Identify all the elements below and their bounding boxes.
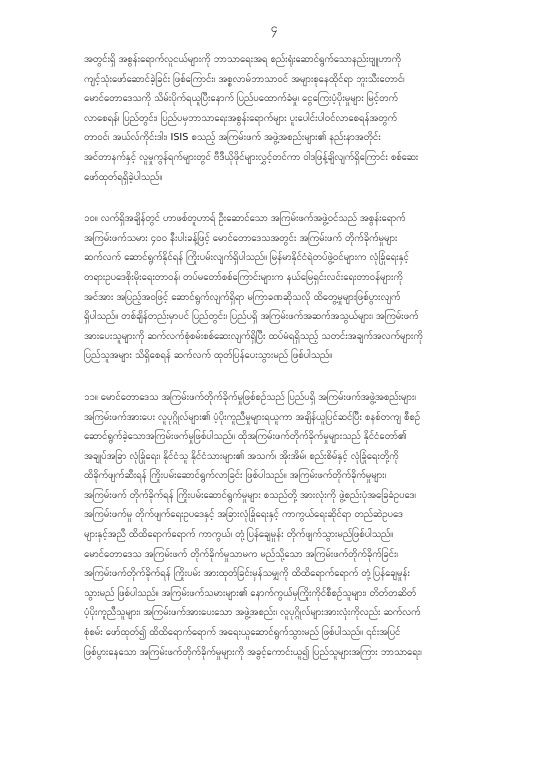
- paragraph-continuation: [84, 50, 478, 187]
- text-line: ပြည်သူအများ သိရှိစေရန် ဆက်လက် ထုတ်ပြန်ပေးသွားမည် ဖြစ်ပါသည်။: [84, 350, 333, 362]
- text-line: လာစေရန်၊ ပြည်တွင်း၊ ပြည်ပမှဘာသာရေးအစွန်းရောက်များ ပူးပေါင်းပါဝင်လာစေရန်အတွက်: [84, 112, 397, 124]
- text-line: ဆောင်ရွက်ခဲ့သောအကြမ်းဖက်မှုဖြစ်ပါသည်။ ထိုအကြမ်းဖက်တိုက်ခိုက်မှုများသည် နိုင်ငံတော်၏: [84, 431, 407, 443]
- text-line: ကျင့်သုံးဖော်ဆောင်ခဲ့ခြင်း ဖြစ်ကြောင်း၊ အစ္စလာမ်ဘာသာဝင် အများစုနေထိုင်ရာ ဘူးသီးတောင်၊: [84, 73, 405, 85]
- paragraph-11: [84, 388, 478, 662]
- text-line: သွားမည် ဖြစ်ပါသည်။ အကြမ်းဖက်သမားများ၏ နောက်ကွယ်မှကြိုးကိုင်စီစဉ်သူများ၊ တိတ်တဆိတ်: [84, 587, 417, 599]
- text-line: ပံ့ပိုးကူညီသူများ၊ အကြမ်းဖက်အားပေးသော အဖွဲ့အစည်း၊ လူပုဂ္ဂိုလ်များအားလုံးကိုလည်း ဆက်လက်: [84, 607, 421, 619]
- text-line: အင်အား အပြည့်အဝဖြင့် ဆောင်ရွက်လျက်ရှိရာ မကြာခဏဆိုသလို ထိတွေ့မှုများဖြစ်ပွားလျက်: [84, 291, 401, 303]
- text-line: အင်တာနက်နှင့် လူမှုကွန်ရက်များတွင် ဗီဒီယိုဖိုင်များလွှင့်တင်ကာ ဝါဒဖြန့်ချိလျက်ရှိကြောင်း စစ်ဆေး: [84, 151, 419, 163]
- text-line: ထိခိုက်ဖျက်ဆီးရန် ကြိုးပမ်းဆောင်ရွက်လာခြင်း ဖြစ်ပါသည်။ အကြမ်းဖက်တိုက်ခိုက်မှုများ၊: [84, 470, 387, 482]
- text-line: အကြမ်းဖက်အားပေး လူပုဂ္ဂိုလ်များ၏ ပံ့ပိုးကူညီမှုများရယူကာ အချိန်ယူပြင်ဆင်ပြီး စနစ်တကျ စီစဉ်: [84, 411, 421, 423]
- text-line: များနှင့်အညီ ထိထိရောက်ရောက် ကာကွယ်၊ တုံ့ပြန်ချေမှုန်း တိုက်ဖျက်သွားမည်ဖြစ်ပါသည်။: [84, 529, 394, 541]
- body-text: [84, 50, 478, 684]
- text-line: ရှိပါသည်။ တစ်ချိန်တည်းမှာပင် ပြည်တွင်း၊ ပြည်ပရှိ အကြမ်းဖက်အဆက်အသွယ်များ၊ အကြမ်းဖက်: [84, 311, 419, 323]
- paragraph-10: [84, 209, 478, 366]
- text-line: ဖြစ်ပွားနေသော အကြမ်းဖက်တိုက်ခိုက်မှုများကို အခွင့်ကောင်းယူ၍ ပြည်သူများအကြား ဘာသာရေး၊: [84, 646, 422, 658]
- text-line: ဆက်လက် ဆောင်ရွက်နိုင်ရန် ကြိုးပမ်းလျက်ရှိပါသည်။ မြန်မာနိုင်ငံရဲတပ်ဖွဲ့ဝင်များက လုံခြုံရေးနှင့်: [84, 252, 409, 264]
- text-line: ၁၀။ လက်ရှိအချိန်တွင် ဟာဖစ်တူဟာရ် ဦးဆောင်သော အကြမ်းဖက်အဖွဲ့ဝင်သည် အစွန်းရောက်: [84, 213, 406, 225]
- text-line: အကြမ်းဖက်မှု တိုက်ဖျက်ရေးဥပဒေနှင့် အခြားလုံခြုံရေးနှင့် ကာကွယ်ရေးဆိုင်ရာ တည်ဆဲဥပဒေ: [84, 509, 403, 521]
- text-line: အားပေးသူများကို ဆက်လက်စုံစမ်းစစ်ဆေးလျက်ရှိပြီး ထပ်မံရရှိသည့် သတင်းအချက်အလက်များကို: [84, 330, 423, 342]
- text-line: မောင်တောဒေသ အကြမ်းဖက် တိုက်ခိုက်မှုသာမက မည်သို့သော အကြမ်းဖက်တိုက်ခိုက်ခြင်း၊: [84, 548, 398, 560]
- text-line: အချုပ်အခြာ လုံခြုံရေး၊ နိုင်ငံသူ နိုင်ငံသားများ၏ အသက်၊ အိုးအိမ်၊ စည်းစိမ်နှင့် လုံခြုံရေးတို့ကို: [84, 450, 399, 462]
- text-line: အကြမ်းဖက်တိုက်ခိုက်ရန် ကြိုးပမ်း အားထုတ်ခြင်းမှန်သမျှကို ထိထိရောက်ရောက် တုံ့ပြန်ချေမှုန်း: [84, 568, 410, 580]
- text-line: အကြမ်းဖက် တိုက်ခိုက်ရန် ကြိုးပမ်းဆောင်ရွက်မှုများ စသည်တို့ အားလုံးကို ဖွဲ့စည်းပုံအခြေခံဥပဒေ၊: [84, 489, 416, 501]
- text-line: တာဝင်၊ အယ်လ်ကိုင်းဒါး၊ ISIS စသည့် အကြမ်းဖက် အဖွဲ့အစည်းများ၏ နည်းနာအတိုင်း: [84, 132, 381, 144]
- text-line: အတွင်းရှိ အစွန်းရောက်လူငယ်များကို ဘာသာရေးအရ စည်းရုံးဆောင်ရွက်သောနည်းဗျူဟာကို: [84, 54, 402, 65]
- text-line: စုံစမ်း ဖော်ထုတ်၍ ထိထိရောက်ရောက် အရေးယူဆောင်ရွက်သွားမည် ဖြစ်ပါသည်။ ၎င်းအပြင်: [84, 627, 401, 639]
- text-line: ဖော်ထုတ်ရရှိခဲ့ပါသည်။: [84, 171, 163, 183]
- text-line: မောင်တောဒေသကို သိမ်းပိုက်ရယူပြီးနောက် ပြည်ပထောက်ခံမှု၊ ငွေကြေးပံ့ပိုးမှုများ မြင့်တက်: [84, 93, 398, 105]
- text-line: ၁၁။ မောင်တောဒေသ အကြမ်းဖက်တိုက်ခိုက်မှုဖြစ်စဉ်သည် ပြည်ပရှိ အကြမ်းဖက်အဖွဲ့အစည်းများ၊: [84, 391, 416, 403]
- text-line: တရားဥပဒေစိုးမိုးရေးတာဝန်၊ တပ်မတော်စစ်ကြောင်းများက နယ်မြေရှင်းလင်းရေးတာဝန်များကို: [84, 271, 403, 283]
- text-line: အကြမ်းဖက်သမား ၄၀၀ နီးပါးခန့်ဖြင့် မောင်တောဒေသအတွင်း အကြမ်းဖက် တိုက်ခိုက်မှုများ: [84, 232, 398, 244]
- page-number: ၄: [270, 21, 278, 35]
